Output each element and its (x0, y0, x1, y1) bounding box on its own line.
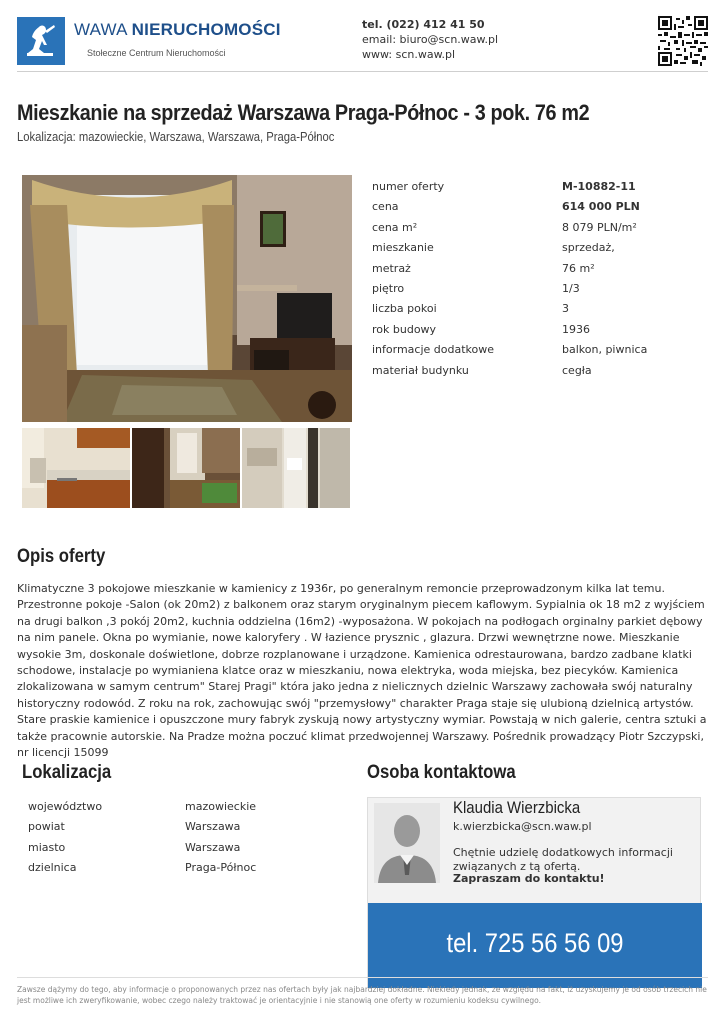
agency-website[interactable]: www: scn.waw.pl (362, 48, 456, 61)
detail-row (372, 197, 692, 217)
agency-phone[interactable]: tel. (022) 412 41 50 (362, 18, 485, 31)
thumbnail-2[interactable] (132, 428, 240, 508)
offer-location-line: Lokalizacja: mazowieckie, Warszawa, Warszawa, Praga-Północ (17, 130, 335, 144)
detail-label: cena m² (372, 220, 418, 234)
detail-label: materiał budynku (372, 363, 469, 377)
location-value: mazowieckie (185, 800, 257, 813)
bathroom-photo (242, 428, 350, 508)
location-label: powiat (28, 820, 65, 834)
location-value: Warszawa (185, 820, 241, 834)
location-row (28, 797, 328, 817)
main-photo[interactable] (22, 175, 352, 422)
detail-value: 1/3 (562, 281, 580, 295)
footer-divider (17, 977, 708, 978)
detail-row (372, 340, 692, 360)
detail-value: 76 m² (562, 261, 595, 275)
detail-value: sprzedaż, (562, 241, 615, 255)
agent-name: Klaudia Wierzbicka (453, 798, 581, 817)
thumbnail-1[interactable] (22, 428, 130, 508)
detail-value: 8 079 PLN/m² (562, 220, 637, 234)
living-room-photo (22, 175, 352, 422)
detail-value: balkon, piwnica (562, 343, 648, 357)
location-label: miasto (28, 840, 66, 854)
detail-value: 3 (562, 302, 569, 316)
thumbnail-3[interactable] (242, 428, 350, 508)
offer-details (372, 177, 692, 381)
location-heading: Lokalizacja (22, 762, 112, 783)
disclaimer: Zawsze dążymy do tego, aby informacje o proponowanych przez nas ofertach były jak najbardziej dokładne. Niekiedy jednak, ze względu na fakt, iż uzyskujemy je od osób trzecich nie jest możliwe ich zweryfikowanie, wobec czego należy traktować je orientacyjnie i nie stanowią one oferty w rozumieniu kodeksu cywilnego. (17, 985, 707, 1005)
agent-avatar (374, 803, 440, 883)
detail-value: 1936 (562, 322, 590, 336)
detail-row (372, 218, 692, 238)
offer-title: Mieszkanie na sprzedaż Warszawa Praga-Północ - 3 pok. 76 m2 (17, 100, 590, 125)
person-silhouette-icon (374, 803, 440, 883)
detail-label: mieszkanie (372, 241, 434, 255)
brand-tagline: Stołeczne Centrum Nieruchomości (87, 48, 226, 58)
agent-phone-bar[interactable] (368, 903, 702, 988)
agent-email[interactable]: k.wierzbicka@scn.waw.pl (453, 820, 592, 833)
detail-label: informacje dodatkowe (372, 343, 495, 357)
location-value: Praga-Północ (185, 861, 257, 875)
contact-heading: Osoba kontaktowa (367, 762, 516, 783)
agency-contacts (362, 17, 498, 62)
detail-row (372, 361, 692, 381)
bedroom-photo (132, 428, 240, 508)
agency-email[interactable]: email: biuro@scn.waw.pl (362, 33, 499, 46)
location-label: dzielnica (28, 861, 77, 875)
detail-row (372, 177, 692, 197)
detail-label: metraż (372, 261, 411, 275)
detail-row (372, 320, 692, 340)
detail-value: M-10882-11 (562, 180, 636, 193)
location-label: województwo (28, 800, 103, 813)
detail-row (372, 259, 692, 279)
qr-code-icon (658, 16, 708, 66)
detail-label: liczba pokoi (372, 302, 437, 316)
agent-note: Chętnie udzielę dodatkowych informacji związanych z tą ofertą. (453, 846, 673, 873)
detail-row (372, 279, 692, 299)
agent-cta: Zapraszam do kontaktu! (453, 872, 605, 885)
agent-phone[interactable]: tel. 725 56 56 09 (446, 928, 624, 958)
detail-value: 614 000 PLN (562, 200, 640, 214)
detail-row (372, 238, 692, 258)
detail-value: cegła (562, 363, 592, 377)
brand-name: WAWA NIERUCHOMOŚCI (74, 20, 281, 39)
company-logo[interactable] (17, 17, 65, 65)
location-table (28, 797, 328, 879)
location-row (28, 817, 328, 837)
detail-label: numer oferty (372, 180, 445, 193)
detail-label: rok budowy (372, 322, 437, 336)
knight-logo-icon (17, 17, 65, 65)
location-value: Warszawa (185, 840, 241, 854)
detail-label: piętro (372, 281, 405, 295)
location-row (28, 838, 328, 858)
description-heading: Opis oferty (17, 546, 106, 567)
contact-card (367, 797, 701, 987)
detail-label: cena (372, 200, 399, 214)
detail-row (372, 299, 692, 319)
kitchen-photo (22, 428, 130, 508)
page-header (17, 14, 708, 72)
description-text: Klimatyczne 3 pokojowe mieszkanie w kamienicy z 1936r, po generalnym remoncie przeprowadzonym kilka lat temu. Przestronne pokoje -Salon (ok 20m2) z balkonem oraz starym oryginalnym piecem kaflowym. Sypialnia ok 18 m2 z wyjściem na drugi balkon ,3 pokój 20m2, kuchnia oddzielna (16m2) -wyposażona. W pokojach na podłogach orginalny parkiet dębowy na nim panele. Okna po wymianie, nowe kaloryfery . W łazience prysznic , glazura. Drzwi wewnętrzne nowe. Mieszkanie wysokie 3m, doskonale doświetlone, dobrze rozplanowane i urządzone. Kamienica odrestaurowana, bardzo zadbane klatki schodowe, instalacje po wymianiena klatce oraz w mieszkaniu, nowa elektryka, woda miejska, bez piecyków. Kamienica zlokalizowana w samym centrum" Starej Pragi" która jako jedna z nielicznych dzielnic Warszawy zachowała swój naturalny historyczny rodowód. Z roku na rok, zachowując swój "przemysłowy" charakter Praga staje się ulubioną dzielnicą artystów. Stare praskie kamienice i opuszczone mury fabryk zyskują nowy artystyczny wymiar. Powstają w nich galerie, centra sztuki a także pracownie autorskie. Na Pradze można poczuć klimat przedwojennej Warszawy. Pośrednik prowadzący Piotr Szczypski, nr licencji 15099 (17, 582, 707, 760)
location-row (28, 858, 328, 878)
